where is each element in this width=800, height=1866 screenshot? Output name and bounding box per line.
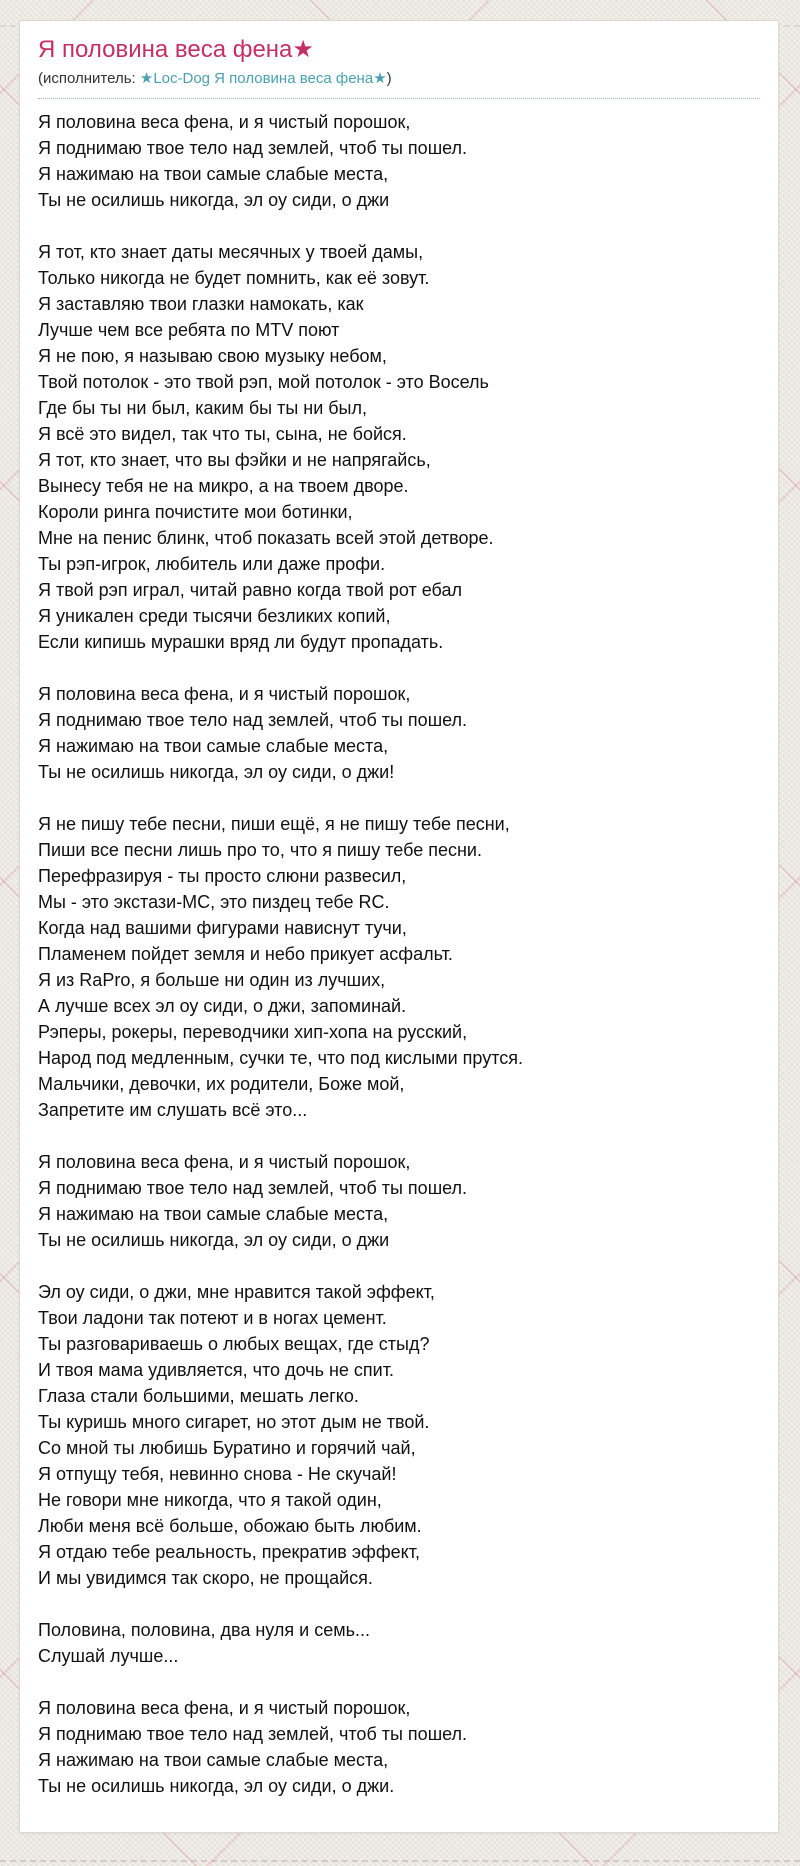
lyric-line: Я половина веса фена, и я чистый порошок, (38, 1698, 411, 1718)
lyric-line: Запретите им слушать всё это... (38, 1100, 308, 1120)
page-title: Я половина веса фена★ (38, 36, 314, 63)
lyric-line: Ты не осилишь никогда, эл оу сиди, о джи (38, 1230, 390, 1250)
lyric-line: Я всё это видел, так что ты, сына, не бойся. (38, 424, 407, 444)
lyric-line: Я поднимаю твое тело над землей, чтоб ты пошел. (38, 138, 468, 158)
lyric-line: Я уникален среди тысячи безликих копий, (38, 606, 391, 626)
stanza (38, 811, 760, 1123)
lyric-line: Когда над вашими фигурами нависнут тучи, (38, 918, 407, 938)
lyric-line: Твой потолок - это твой рэп, мой потолок - это Восель (38, 372, 489, 392)
lyric-line: И твоя мама удивляется, что дочь не спит. (38, 1360, 394, 1380)
lyric-line: Ты рэп-игрок, любитель или даже профи. (38, 554, 386, 574)
lyric-line: Эл оу сиди, о джи, мне нравится такой эффект, (38, 1282, 435, 1302)
lyric-line: Ты куришь много сигарет, но этот дым не твой. (38, 1412, 430, 1432)
lyric-line: Если кипишь мурашки вряд ли будут пропадать. (38, 632, 444, 652)
lyric-line: Я отпущу тебя, невинно снова - Не скучай! (38, 1464, 397, 1484)
artist-label-suffix: ) (386, 70, 392, 87)
song-header (38, 35, 760, 99)
lyric-line: Слушай лучше... (38, 1646, 179, 1666)
artist-line (38, 69, 760, 89)
lyric-line: Я нажимаю на твои самые слабые места, (38, 1204, 389, 1224)
lyric-line: Я тот, кто знает, что вы фэйки и не напрягайсь, (38, 450, 431, 470)
lyrics-card (19, 20, 779, 1833)
lyric-line: Лучше чем все ребята по MTV поют (38, 320, 340, 340)
lyric-line: А лучше всех эл оу сиди, о джи, запоминай. (38, 996, 407, 1016)
lyric-line: Пламенем пойдет земля и небо прикует асфальт. (38, 944, 453, 964)
lyric-line: Я твой рэп играл, читай равно когда твой рот ебал (38, 580, 462, 600)
lyric-line: Мне на пенис блинк, чтоб показать всей этой детворе. (38, 528, 494, 548)
lyric-line: Ты не осилишь никогда, эл оу сиди, о джи! (38, 762, 395, 782)
stanza (38, 109, 760, 213)
artist-label-prefix: (исполнитель: (38, 70, 140, 87)
stanza (38, 1695, 760, 1799)
lyric-line: Не говори мне никогда, что я такой один, (38, 1490, 382, 1510)
lyric-line: И мы увидимся так скоро, не прощайся. (38, 1568, 373, 1588)
stanza (38, 239, 760, 655)
lyric-line: Рэперы, рокеры, переводчики хип-хопа на русский, (38, 1022, 468, 1042)
lyric-line: Вынесу тебя не на микро, а на твоем дворе. (38, 476, 409, 496)
stanza (38, 1149, 760, 1253)
lyric-line: Я не пишу тебе песни, пиши ещё, я не пишу тебе песни, (38, 814, 510, 834)
lyric-line: Половина, половина, два нуля и семь... (38, 1620, 370, 1640)
lyric-line: Народ под медленным, сучки те, что под кислыми прутся. (38, 1048, 524, 1068)
lyric-line: Я половина веса фена, и я чистый порошок, (38, 684, 411, 704)
lyric-line: Я нажимаю на твои самые слабые места, (38, 736, 389, 756)
lyric-line: Я поднимаю твое тело над землей, чтоб ты пошел. (38, 710, 468, 730)
lyric-line: Я поднимаю твое тело над землей, чтоб ты пошел. (38, 1178, 468, 1198)
lyric-line: Я нажимаю на твои самые слабые места, (38, 164, 389, 184)
lyric-line: Твои ладони так потеют и в ногах цемент. (38, 1308, 387, 1328)
lyric-line: Ты не осилишь никогда, эл оу сиди, о джи. (38, 1776, 395, 1796)
lyric-line: Мы - это экстази-МС, это пиздец тебе RC. (38, 892, 390, 912)
lyric-line: Я поднимаю твое тело над землей, чтоб ты пошел. (38, 1724, 468, 1744)
stanza (38, 1617, 760, 1669)
lyric-line: Я нажимаю на твои самые слабые места, (38, 1750, 389, 1770)
lyrics-text (38, 109, 760, 1799)
lyric-line: Я не пою, я называю свою музыку небом, (38, 346, 387, 366)
lyric-line: Я половина веса фена, и я чистый порошок, (38, 112, 411, 132)
lyric-line: Я из RaPro, я больше ни один из лучших, (38, 970, 386, 990)
lyric-line: Ты разговариваешь о любых вещах, где стыд? (38, 1334, 430, 1354)
lyric-line: Короли ринга почистите мои ботинки, (38, 502, 353, 522)
lyric-line: Глаза стали большими, мешать легко. (38, 1386, 359, 1406)
stanza (38, 681, 760, 785)
lyric-line: Я тот, кто знает даты месячных у твоей дамы, (38, 242, 424, 262)
lyric-line: Я половина веса фена, и я чистый порошок, (38, 1152, 411, 1172)
lyric-line: Ты не осилишь никогда, эл оу сиди, о джи (38, 190, 390, 210)
lyric-line: Люби меня всё больше, обожаю быть любим. (38, 1516, 422, 1536)
lyric-line: Со мной ты любишь Буратино и горячий чай, (38, 1438, 416, 1458)
lyric-line: Перефразируя - ты просто слюни развесил, (38, 866, 407, 886)
lyric-line: Пиши все песни лишь про то, что я пишу тебе песни. (38, 840, 482, 860)
artist-link[interactable]: ★Loc-Dog Я половина веса фена★ (139, 70, 387, 87)
lyric-line: Где бы ты ни был, каким бы ты ни был, (38, 398, 368, 418)
lyric-line: Я отдаю тебе реальность, прекратив эффект, (38, 1542, 421, 1562)
lyric-line: Я заставляю твои глазки намокать, как (38, 294, 364, 314)
lyric-line: Только никогда не будет помнить, как её зовут. (38, 268, 430, 288)
lyric-line: Мальчики, девочки, их родители, Боже мой, (38, 1074, 405, 1094)
stanza (38, 1279, 760, 1591)
